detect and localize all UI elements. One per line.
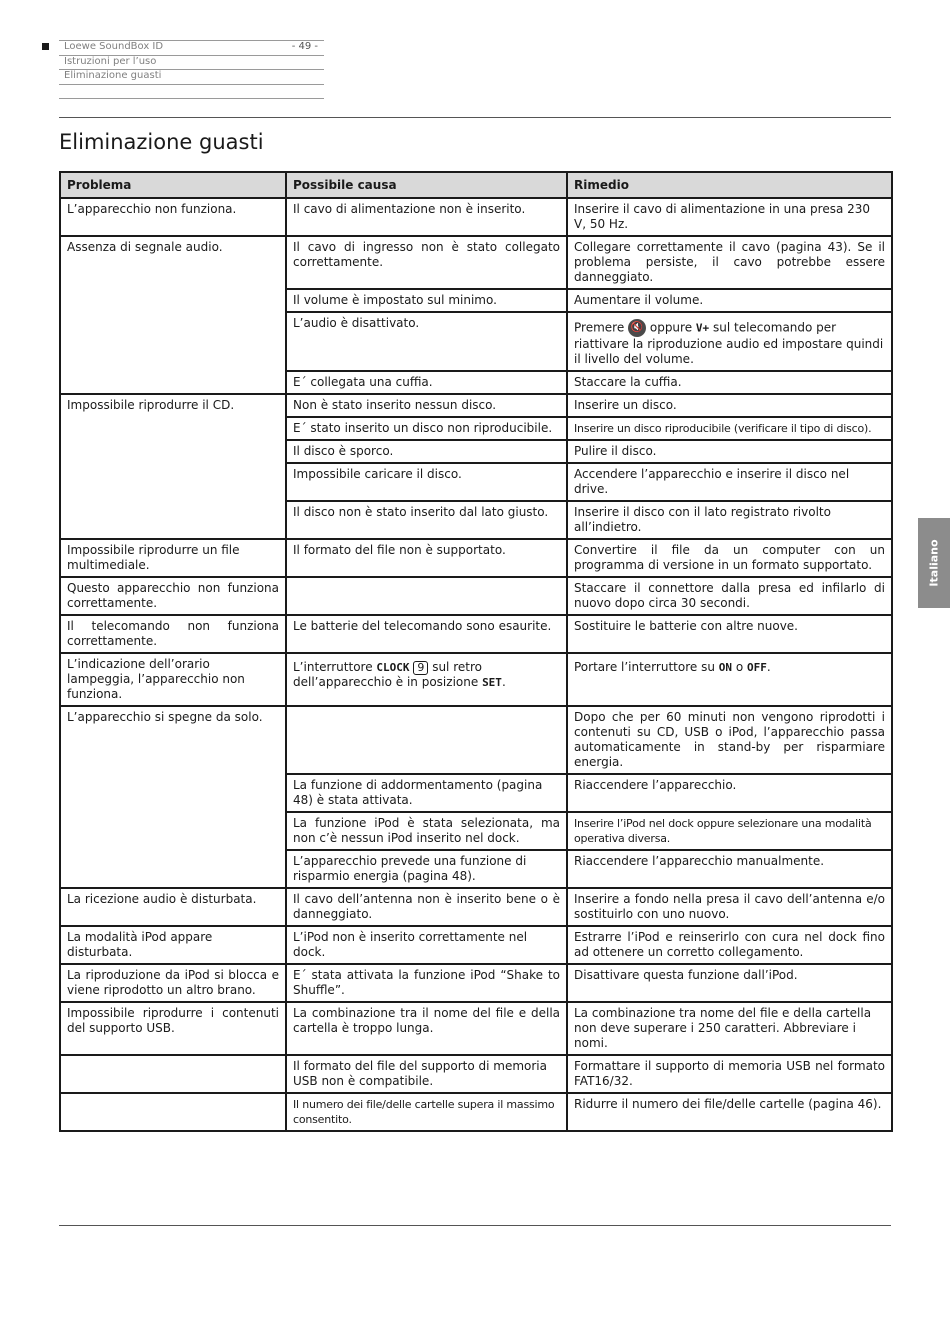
cause-cell: Il disco è sporco.: [286, 440, 567, 463]
problem-cell: La modalità iPod appare disturbata.: [60, 926, 286, 964]
cause-cell: Il formato del file del supporto di memoria USB non è compatibile.: [286, 1055, 567, 1093]
cause-text: .: [501, 675, 506, 689]
table-header-row: [60, 172, 892, 198]
off-position-label: OFF: [747, 661, 767, 674]
problem-cell: L’apparecchio si spegne da solo.: [60, 706, 286, 888]
language-tab: [918, 518, 950, 608]
cause-cell: La combinazione tra il nome del file e della cartella è troppo lunga.: [286, 1002, 567, 1055]
problem-cell: Impossibile riprodurre un file multimediale.: [60, 539, 286, 577]
remedy-cell: Inserire un disco riproducibile (verificare il tipo di disco).: [567, 417, 892, 440]
cause-cell: Il volume è impostato sul minimo.: [286, 289, 567, 312]
remedy-text: Premere: [574, 320, 625, 335]
remedy-cell: Accendere l’apparecchio e inserire il disco nel drive.: [567, 463, 892, 501]
troubleshooting-table: [59, 171, 893, 1132]
table-row: [60, 615, 892, 653]
cause-cell: La funzione di addormentamento (pagina 48) è stata attivata.: [286, 774, 567, 812]
remedy-cell: Formattare il supporto di memoria USB nel formato FAT16/32.: [567, 1055, 892, 1093]
cause-cell: Non è stato inserito nessun disco.: [286, 394, 567, 417]
table-row: [60, 1002, 892, 1055]
cause-cell: L’audio è disattivato.: [286, 312, 567, 371]
remedy-text: sul telecomando per riattivare la riproduzione audio ed impostare quindi il livello del volume.: [574, 320, 884, 366]
remedy-cell: Collegare correttamente il cavo (pagina 43). Se il problema persiste, il cavo potrebbe essere danneggiato.: [567, 236, 892, 289]
column-header-remedy: Rimedio: [567, 172, 892, 198]
remedy-cell: Estrarre l’iPod e reinserirlo con cura nel dock fino ad ottenere un corretto collegamento.: [567, 926, 892, 964]
remedy-cell: Inserire il cavo di alimentazione in una presa 230 V, 50 Hz.: [567, 198, 892, 236]
table-row: [60, 653, 892, 706]
remedy-text: Portare l’interruttore su: [574, 660, 715, 674]
cause-cell: [286, 577, 567, 615]
header-rule: [59, 98, 324, 99]
set-position-label: SET: [482, 676, 502, 689]
cause-cell: Il cavo dell’antenna non è inserito bene o è danneggiato.: [286, 888, 567, 926]
cause-cell: [286, 706, 567, 774]
clock-switch-label: CLOCK: [376, 661, 410, 674]
remedy-cell: Riaccendere l’apparecchio manualmente.: [567, 850, 892, 888]
column-header-problem: Problema: [60, 172, 286, 198]
item-number-badge: 9: [413, 661, 428, 675]
top-rule: [59, 117, 891, 118]
volume-up-key: V+: [695, 321, 710, 335]
table-row: [60, 236, 892, 289]
cause-cell: L’iPod non è inserito correttamente nel dock.: [286, 926, 567, 964]
table-row: [60, 1055, 892, 1093]
problem-cell: L’indicazione dell’orario lampeggia, l’apparecchio non funziona.: [60, 653, 286, 706]
table-row: [60, 926, 892, 964]
table-row: [60, 577, 892, 615]
remedy-cell: Dopo che per 60 minuti non vengono riprodotti i contenuti su CD, USB o iPod, l’apparecchio passa automaticamente in stand-by per risparmiare energia.: [567, 706, 892, 774]
bottom-rule: [59, 1225, 891, 1226]
remedy-cell: Inserire il disco con il lato registrato rivolto all’indietro.: [567, 501, 892, 539]
column-header-cause: Possibile causa: [286, 172, 567, 198]
header-rule: [59, 84, 324, 85]
remedy-text: oppure: [649, 320, 693, 335]
cause-cell: Il numero dei file/delle cartelle supera il massimo consentito.: [286, 1093, 567, 1131]
cause-cell: E´ stato inserito un disco non riproducibile.: [286, 417, 567, 440]
problem-cell: Il telecomando non funziona correttamente.: [60, 615, 286, 653]
problem-cell: Impossibile riprodurre il CD.: [60, 394, 286, 539]
cause-cell: Il formato del file non è supportato.: [286, 539, 567, 577]
remedy-text: .: [766, 660, 771, 674]
remedy-cell: Inserire un disco.: [567, 394, 892, 417]
remedy-cell: [567, 312, 892, 371]
problem-cell: L’apparecchio non funziona.: [60, 198, 286, 236]
problem-cell: Assenza di segnale audio.: [60, 236, 286, 394]
language-tab-label: Italiano: [927, 539, 941, 587]
remedy-cell: Sostituire le batterie con altre nuove.: [567, 615, 892, 653]
cause-cell: Impossibile caricare il disco.: [286, 463, 567, 501]
cause-cell: [286, 653, 567, 706]
table-row: [60, 1093, 892, 1131]
remedy-cell: Pulire il disco.: [567, 440, 892, 463]
cause-cell: E´ collegata una cuffia.: [286, 371, 567, 394]
table-row: [60, 539, 892, 577]
remedy-cell: Aumentare il volume.: [567, 289, 892, 312]
table-row: [60, 198, 892, 236]
remedy-cell: Inserire l’iPod nel dock oppure selezionare una modalità operativa diversa.: [567, 812, 892, 850]
remedy-text: o: [735, 660, 744, 674]
remedy-cell: Staccare la cuffia.: [567, 371, 892, 394]
table-row: [60, 706, 892, 774]
table-row: [60, 888, 892, 926]
cause-text: L’interruttore: [293, 660, 373, 674]
cause-cell: E´ stata attivata la funzione iPod “Shake to Shuffle”.: [286, 964, 567, 1002]
page-title: Eliminazione guasti: [59, 130, 264, 154]
remedy-cell: Riaccendere l’apparecchio.: [567, 774, 892, 812]
remedy-cell: Inserire a fondo nella presa il cavo dell’antenna e/o sostituirlo con uno nuovo.: [567, 888, 892, 926]
problem-cell: Questo apparecchio non funziona correttamente.: [60, 577, 286, 615]
table-row: [60, 964, 892, 1002]
remedy-cell: Disattivare questa funzione dall’iPod.: [567, 964, 892, 1002]
remedy-cell: Ridurre il numero dei file/delle cartelle (pagina 46).: [567, 1093, 892, 1131]
cause-cell: Il disco non è stato inserito dal lato giusto.: [286, 501, 567, 539]
problem-cell: [60, 1055, 286, 1093]
problem-cell: La riproduzione da iPod si blocca e viene riprodotto un altro brano.: [60, 964, 286, 1002]
bullet-square: [42, 43, 49, 50]
cause-cell: Il cavo di ingresso non è stato collegato correttamente.: [286, 236, 567, 289]
page-number: - 49 -: [291, 41, 318, 52]
on-position-label: ON: [718, 661, 733, 674]
remedy-cell: Staccare il connettore dalla presa ed infilarlo di nuovo dopo circa 30 secondi.: [567, 577, 892, 615]
header-section: Eliminazione guasti: [64, 70, 162, 81]
remedy-cell: [567, 653, 892, 706]
remedy-cell: La combinazione tra nome del file e della cartella non deve superare i 250 caratteri. Abbreviare i nomi.: [567, 1002, 892, 1055]
cause-cell: La funzione iPod è stata selezionata, ma non c’è nessun iPod inserito nel dock.: [286, 812, 567, 850]
cause-cell: L’apparecchio prevede una funzione di risparmio energia (pagina 48).: [286, 850, 567, 888]
cause-text: sul retro dell’apparecchio è in posizione: [293, 660, 482, 689]
remedy-cell: Convertire il file da un computer con un programma di versione in un formato supportato.: [567, 539, 892, 577]
table-row: [60, 394, 892, 417]
header-product: Loewe SoundBox ID: [64, 41, 164, 52]
cause-cell: Il cavo di alimentazione non è inserito.: [286, 198, 567, 236]
problem-cell: [60, 1093, 286, 1131]
cause-cell: Le batterie del telecomando sono esaurite.: [286, 615, 567, 653]
mute-icon: 🔇: [628, 319, 646, 337]
header-manual: Istruzioni per l’uso: [64, 56, 157, 67]
problem-cell: La ricezione audio è disturbata.: [60, 888, 286, 926]
problem-cell: Impossibile riprodurre i contenuti del supporto USB.: [60, 1002, 286, 1055]
